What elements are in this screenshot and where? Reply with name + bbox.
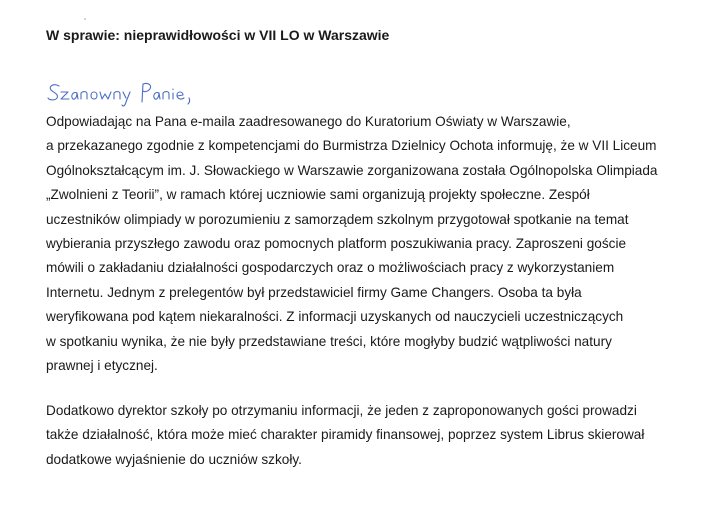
text-line: „Zwolnieni z Teorii”, w ramach której uczniowie sami organizują projekty społeczne. Zespół: [46, 187, 590, 203]
text-line: Ogólnokształcącym im. J. Słowackiego w Warszawie zorganizowana została Ogólnopolska Olimpiada: [46, 162, 658, 178]
text-line: dodatkowe wyjaśnienie do uczniów szkoły.: [46, 451, 302, 467]
text-line: Odpowiadając na Pana e-maila zaadresowanego do Kuratorium Oświaty w Warszawie,: [46, 114, 571, 129]
scan-speck: [84, 18, 86, 20]
text-line: mówili o zakładaniu działalności gospodarczych oraz o możliwościach pracy z wykorzystaniem: [46, 260, 615, 276]
text-line: weryfikowana pod kątem niekaralności. Z informacji uzyskanych od nauczycieli uczestniczących: [46, 309, 624, 325]
handwritten-salutation-drawing: [46, 78, 226, 110]
text-line: a przekazanego zgodnie z kompetencjami do Burmistrza Dzielnicy Ochota informuję, że w VII Liceum: [46, 138, 657, 154]
text-line: Internetu. Jednym z prelegentów był przedstawiciel firmy Game Changers. Osoba ta była: [46, 284, 582, 300]
letter-paragraph-1: [46, 110, 716, 378]
text-line: Dodatkowo dyrektor szkoły po otrzymaniu informacji, że jeden z zaproponowanych gości prowadzi: [46, 403, 637, 418]
handwritten-salutation: [46, 78, 226, 110]
text-line: prawnej i etycznej.: [46, 358, 158, 374]
text-line: w spotkaniu wynika, że nie były przedstawiane treści, które mogłyby budzić wątpliwości natury: [46, 333, 612, 349]
text-line: uczestników olimpiady w porozumieniu z samorządem szkolnym przygotował spotkanie na temat: [46, 211, 629, 227]
text-line: wybierania przyszłego zawodu oraz pomocnych platform poszukiwania pracy. Zaproszeni goście: [46, 236, 627, 252]
letter-paragraph-2: [46, 399, 716, 472]
text-line: także działalność, która może mieć charakter piramidy finansowej, poprzez system Librus skierował: [46, 427, 645, 443]
letter-subject: W sprawie: nieprawidłowości w VII LO w Warszawie: [46, 27, 390, 43]
